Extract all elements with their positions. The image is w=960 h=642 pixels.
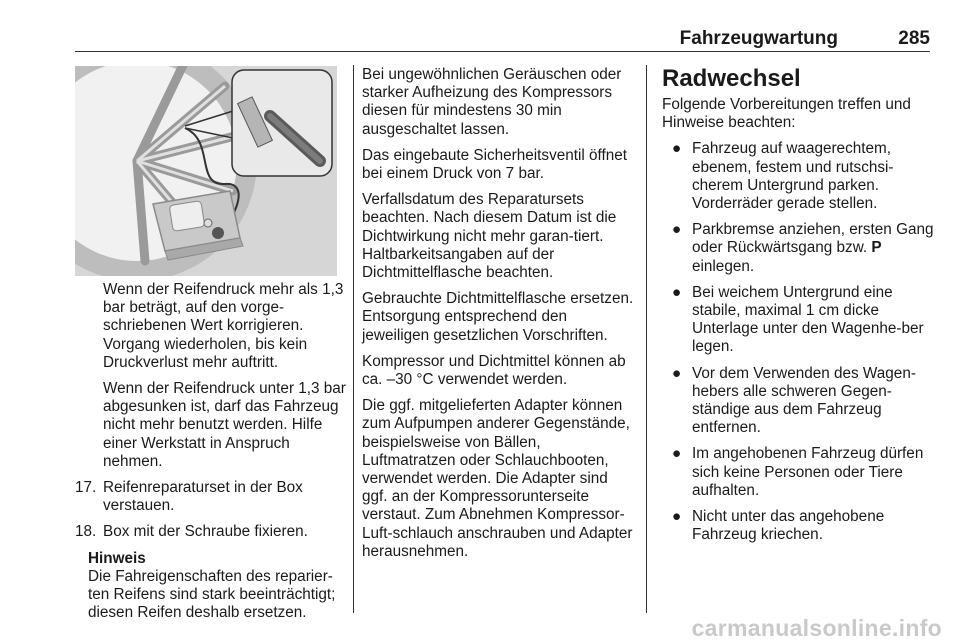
paragraph: Wenn der Reifendruck mehr als 1,3 bar beträgt, auf den vorge-schriebenen Wert korrigieren. Vorgang wiederholen, bis kein Druckverlust mehr auftritt. — [103, 281, 344, 371]
bullet-item — [662, 508, 934, 544]
header-rule — [75, 51, 930, 52]
paragraph: Verfallsdatum des Reparatursets beachten. Nach diesem Datum ist die Dichtwirkung nicht mehr garan-tiert. Haltbarkeitsangaben auf der Dichtmittelflasche beachten. — [362, 191, 617, 282]
step-number: 18. — [75, 523, 97, 541]
step-item — [75, 523, 347, 541]
bullet-item — [662, 284, 934, 357]
column-divider-1 — [353, 65, 354, 613]
paragraph: Das eingebaute Sicherheitsventil öffnet bei einem Druck von 7 bar. — [362, 146, 628, 183]
paragraph: Kompressor und Dichtmittel können ab ca. –30 °C verwendet werden. — [362, 352, 626, 389]
gear-p-label: P — [871, 239, 882, 257]
step-number: 17. — [75, 479, 97, 497]
bullet-text: Parkbremse anziehen, ersten Gang oder Rückwärtsgang bzw. — [692, 221, 934, 257]
intro-text: Folgende Vorbereitungen treffen und Hinweise beachten: — [662, 96, 911, 132]
tire-compressor-illustration — [75, 66, 337, 276]
bullet-icon: ● — [672, 508, 682, 526]
bullet-text: Im angehobenen Fahrzeug dürfen sich keine Personen oder Tiere aufhalten. — [692, 445, 924, 499]
section-title: Radwechsel — [662, 65, 801, 92]
paragraph: Bei ungewöhnlichen Geräuschen oder starker Aufheizung des Kompressors diesen für mindestens 30 min ausgeschaltet lassen. — [362, 66, 622, 138]
bullet-icon: ● — [672, 283, 682, 301]
watermark: carmanualsonline.info — [691, 615, 942, 641]
bullet-text: Nicht unter das angehobene Fahrzeug kriechen. — [692, 508, 885, 544]
bullet-icon: ● — [672, 221, 682, 239]
bullet-text: Vor dem Verwenden des Wagen-hebers alle schweren Gegen-ständige aus dem Fahrzeug entfernen. — [692, 364, 916, 437]
bullet-icon: ● — [672, 445, 682, 463]
step-item — [75, 479, 347, 515]
note-box — [75, 550, 347, 623]
paragraph: Wenn der Reifendruck unter 1,3 bar abgesunken ist, darf das Fahrzeug nicht mehr benutzt werden. Hilfe einer Werkstatt in Anspruch nehmen. — [103, 380, 346, 470]
column-left — [75, 281, 347, 622]
note-title: Hinweis — [88, 549, 146, 567]
page-number: 285 — [898, 28, 930, 49]
bullet-item — [662, 221, 934, 276]
bullet-icon: ● — [672, 364, 682, 382]
bullet-text: Fahrzeug auf waagerechtem, ebenem, festem und rutschsi-cherem Untergrund parken. Vorderräder gerade stellen. — [692, 140, 894, 213]
column-right — [662, 64, 934, 552]
bullet-text: Bei weichem Untergrund eine stabile, maximal 1 cm dicke Unterlage unter den Wagenhe-ber legen. — [692, 283, 924, 356]
step-text: Reifenreparaturset in der Box verstauen. — [103, 479, 303, 515]
bullet-icon: ● — [672, 140, 682, 158]
header-title: Fahrzeugwartung — [679, 28, 838, 49]
note-text: Die Fahreigenschaften des reparier-ten Reifens sind stark beeinträchtigt; diesen Reifen deshalb ersetzen. — [88, 567, 336, 622]
bullet-item — [662, 445, 934, 500]
bullet-item — [662, 365, 934, 438]
column-divider-2 — [646, 65, 647, 613]
paragraph: Die ggf. mitgelieferten Adapter können zum Aufpumpen anderer Gegenstände, beispielsweise von Bällen, Luftmatratzen oder Schlauchbooten, verwendet werden. Die Adapter sind ggf. an der Kompressorunterseite verstaut. Zum Abnehmen Kompressor-Luft-schlauch anschrauben und Adapter herausnehmen. — [362, 397, 633, 560]
page-header — [75, 28, 930, 50]
bullet-text-tail: einlegen. — [692, 257, 755, 275]
bullet-item — [662, 140, 934, 213]
paragraph: Gebrauchte Dichtmittelflasche ersetzen. Entsorgung entsprechend den jeweiligen gesetzlichen Vorschriften. — [362, 290, 634, 344]
column-middle — [362, 66, 637, 569]
step-text: Box mit der Schraube fixieren. — [103, 523, 308, 541]
